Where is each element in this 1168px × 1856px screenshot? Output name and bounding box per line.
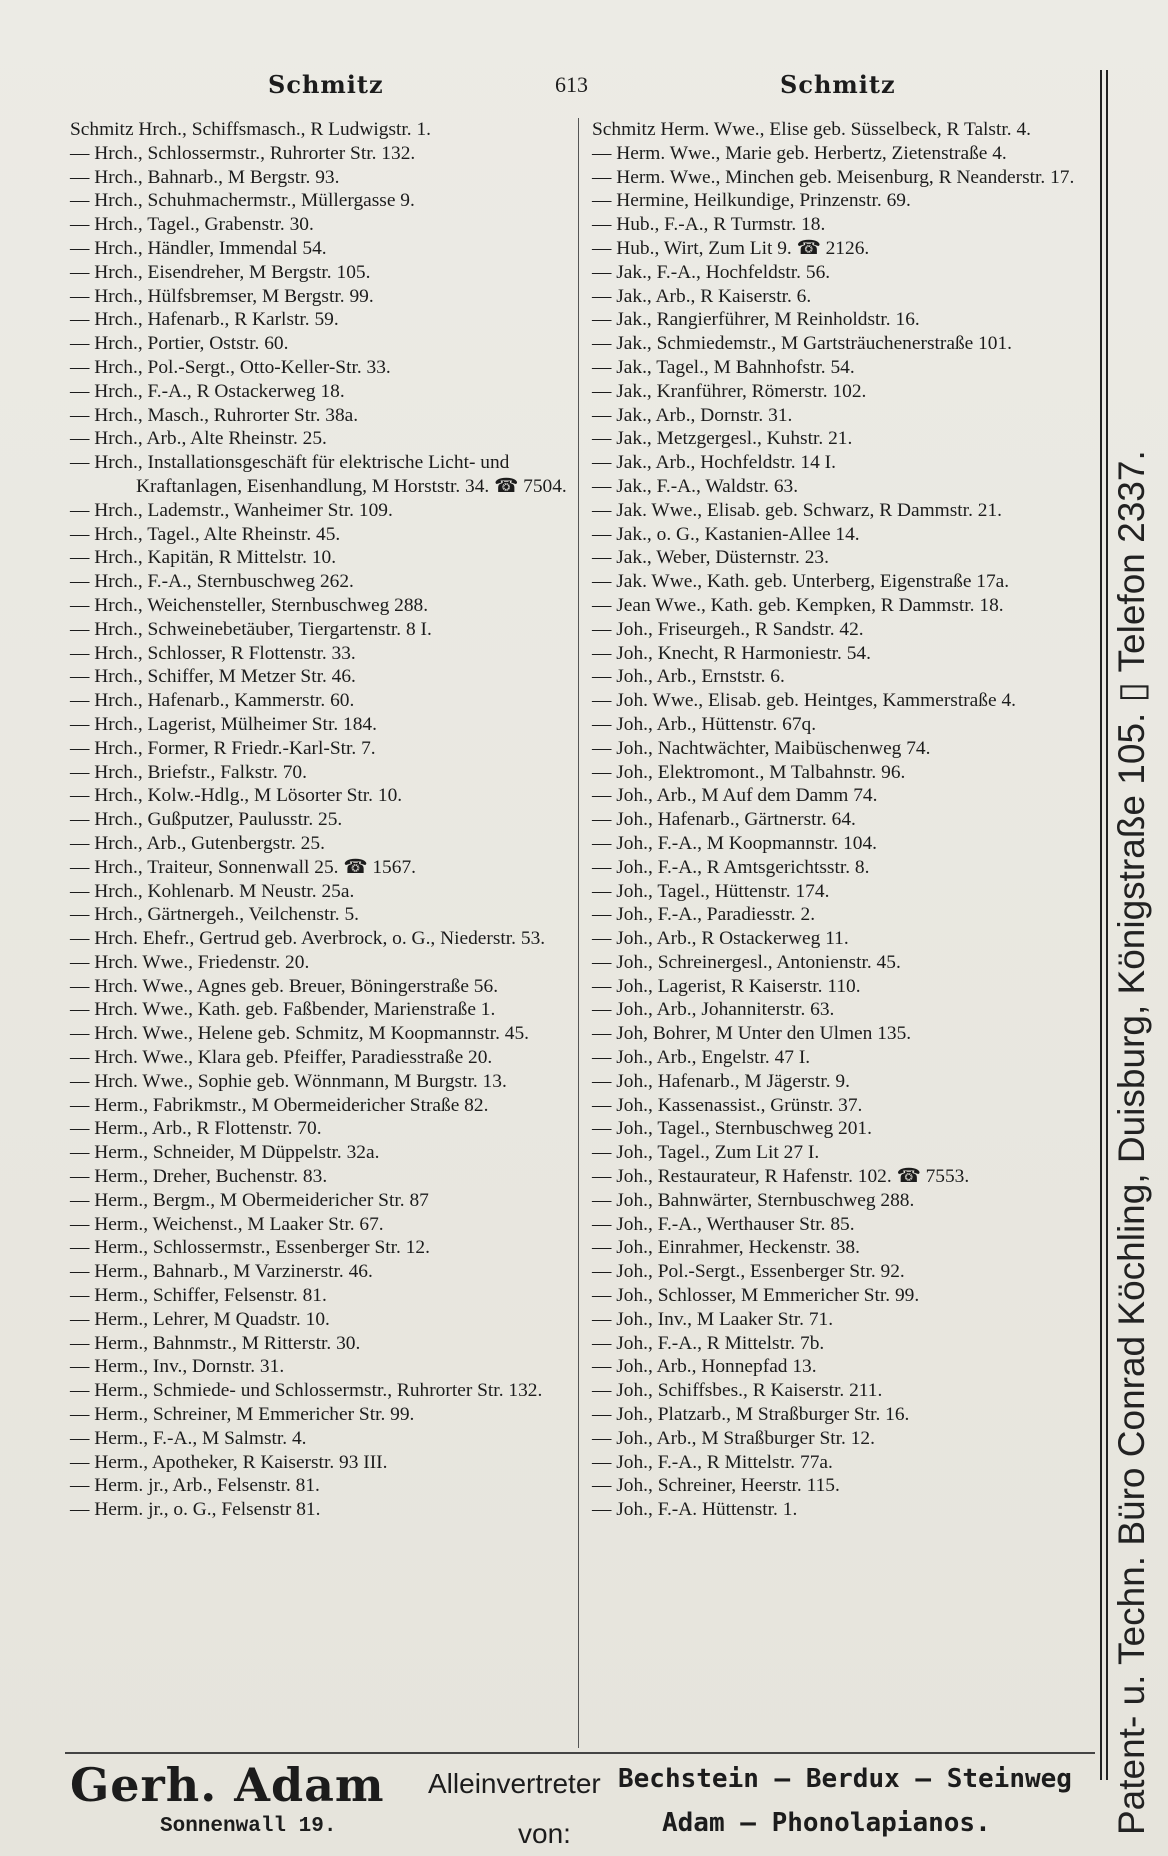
- directory-entry: — Joh., Arb., M Auf dem Damm 74.: [592, 785, 878, 807]
- directory-entry: — Jak., Schmiedemstr., M Gartsträuchenerstraße 101.: [592, 333, 1013, 355]
- footer-rule: [65, 1752, 1095, 1754]
- directory-entry: — Joh., Arb., Johanniterstr. 63.: [592, 999, 835, 1021]
- left-column: [70, 118, 570, 1753]
- directory-entry: — Hrch., Installationsgeschäft für elektrische Licht- und Kraftanlagen, Eisenhandlung, M Horststr. 34. ☎ 7504.: [70, 452, 567, 497]
- directory-entry: — Hrch., Tagel., Grabenstr. 30.: [70, 214, 314, 236]
- directory-entry: — Herm. Wwe., Marie geb. Herbertz, Zietenstraße 4.: [592, 142, 1007, 164]
- directory-entry: — Joh., Inv., M Laaker Str. 71.: [592, 1308, 834, 1330]
- directory-entry: — Joh., Einrahmer, Heckenstr. 38.: [592, 1237, 860, 1259]
- directory-entry: — Hrch., Eisendreher, M Bergstr. 105.: [70, 261, 371, 283]
- directory-entry: — Joh., Arb., R Ostackerweg 11.: [592, 928, 849, 950]
- directory-entry: — Jean Wwe., Kath. geb. Kempken, R Dammstr. 18.: [592, 594, 1004, 616]
- footer-brand: Gerh. Adam: [70, 1758, 385, 1812]
- directory-entry: — Joh., Hafenarb., M Jägerstr. 9.: [592, 1070, 850, 1092]
- directory-entry: — Joh., Kassenassist., Grünstr. 37.: [592, 1094, 863, 1116]
- directory-entry: — Hrch., Kohlenarb. M Neustr. 25a.: [70, 880, 355, 902]
- directory-entry: — Hrch., Masch., Ruhrorter Str. 38a.: [70, 404, 359, 426]
- directory-entry: — Hrch., Lagerist, Mülheimer Str. 184.: [70, 713, 377, 735]
- directory-entry: — Joh., Knecht, R Harmoniestr. 54.: [592, 642, 871, 664]
- directory-entry: — Hrch., Schlossermstr., Ruhrorter Str. 132.: [70, 142, 416, 164]
- directory-entry: — Herm., Schlossermstr., Essenberger Str. 12.: [70, 1237, 430, 1259]
- directory-entry: — Hrch., Hafenarb., Kammerstr. 60.: [70, 690, 355, 712]
- left-heading: Schmitz: [268, 70, 384, 99]
- directory-entry: — Hrch., Pol.-Sergt., Otto-Keller-Str. 33.: [70, 356, 391, 378]
- directory-entry: — Herm., Schiffer, Felsenstr. 81.: [70, 1285, 327, 1307]
- directory-entry: Schmitz Herm. Wwe., Elise geb. Süsselbeck, R Talstr. 4.: [592, 119, 1031, 140]
- directory-entry: — Joh., F.-A., Paradiesstr. 2.: [592, 904, 816, 926]
- directory-entry: — Herm., Lehrer, M Quadstr. 10.: [70, 1308, 330, 1330]
- directory-entry: — Joh., Arb., Ernststr. 6.: [592, 666, 785, 688]
- column-separator: [578, 118, 579, 1748]
- directory-entry: — Joh., Arb., Honnepfad 13.: [592, 1356, 817, 1378]
- directory-entry: — Jak., Weber, Düsternstr. 23.: [592, 547, 829, 569]
- directory-entry: — Jak., Arb., Hochfeldstr. 14 I.: [592, 452, 836, 474]
- directory-entry: — Joh., Arb., Hüttenstr. 67q.: [592, 713, 817, 735]
- directory-entry: — Jak., Rangierführer, M Reinholdstr. 16.: [592, 309, 920, 331]
- directory-entry: — Hrch., Portier, Oststr. 60.: [70, 333, 289, 355]
- footer-address: Sonnenwall 19.: [160, 1815, 337, 1838]
- side-rule-2: [1106, 70, 1108, 1780]
- directory-entry: — Herm. jr., o. G., Felsenstr 81.: [70, 1499, 321, 1521]
- side-advertisement: Patent- u. Techn. Büro Conrad Köchling, Duisburg, Königstraße 105. ▯ Telefon 2337.: [1111, 450, 1152, 1835]
- directory-entry: — Jak. Wwe., Kath. geb. Unterberg, Eigenstraße 17a.: [592, 571, 1010, 593]
- directory-entry: — Hrch., Kapitän, R Mittelstr. 10.: [70, 547, 337, 569]
- directory-entry: — Hrch., F.-A., R Ostackerweg 18.: [70, 380, 345, 402]
- directory-entry: — Joh., Arb., Engelstr. 47 I.: [592, 1047, 811, 1069]
- directory-entry: — Hrch., Kolw.-Hdlg., M Lösorter Str. 10.: [70, 785, 403, 807]
- directory-entry: Schmitz Hrch., Schiffsmasch., R Ludwigstr. 1.: [70, 119, 432, 140]
- directory-entry: — Joh., Schreiner, Heerstr. 115.: [592, 1475, 840, 1497]
- directory-entry: — Herm., Bergm., M Obermeidericher Str. 87: [70, 1189, 429, 1211]
- directory-entry: — Hrch., Schuhmachermstr., Müllergasse 9.: [70, 190, 415, 212]
- directory-entry: — Hrch., Händler, Immendal 54.: [70, 237, 327, 259]
- directory-entry: — Herm., Arb., R Flottenstr. 70.: [70, 1118, 322, 1140]
- directory-entry: — Joh., Lagerist, R Kaiserstr. 110.: [592, 975, 861, 997]
- directory-entry: — Hrch., Weichensteller, Sternbuschweg 288.: [70, 594, 429, 616]
- directory-entry: — Hrch., Gußputzer, Paulusstr. 25.: [70, 809, 343, 831]
- directory-entry: — Herm., Weichenst., M Laaker Str. 67.: [70, 1213, 384, 1235]
- directory-entry: — Hrch., Schweinebetäuber, Tiergartenstr. 8 I.: [70, 618, 432, 640]
- directory-entry: — Herm., Bahnarb., M Varzinerstr. 46.: [70, 1261, 373, 1283]
- directory-entry: — Herm., Apotheker, R Kaiserstr. 93 III.: [70, 1451, 388, 1473]
- directory-entry: — Hrch., Briefstr., Falkstr. 70.: [70, 761, 307, 783]
- directory-entry: — Joh., F.-A., R Mittelstr. 7b.: [592, 1332, 825, 1354]
- page-number: 613: [555, 72, 588, 97]
- directory-entry: — Jak. Wwe., Elisab. geb. Schwarz, R Dammstr. 21.: [592, 499, 1003, 521]
- directory-entry: — Hrch., Tagel., Alte Rheinstr. 45.: [70, 523, 341, 545]
- directory-entry: — Jak., F.-A., Hochfeldstr. 56.: [592, 261, 831, 283]
- directory-entry: — Hrch., Arb., Gutenbergstr. 25.: [70, 832, 325, 854]
- directory-entry: — Joh., Bahnwärter, Sternbuschweg 288.: [592, 1189, 915, 1211]
- directory-entry: — Hrch., Hülfsbremser, M Bergstr. 99.: [70, 285, 374, 307]
- directory-entry: — Joh, Bohrer, M Unter den Ulmen 135.: [592, 1023, 912, 1045]
- directory-entry: — Joh., F.-A., M Koopmannstr. 104.: [592, 832, 878, 854]
- directory-entry: — Herm., Fabrikmstr., M Obermeidericher Straße 82.: [70, 1094, 489, 1116]
- directory-entry: — Joh., F.-A. Hüttenstr. 1.: [592, 1499, 798, 1521]
- directory-entry: — Joh., Tagel., Zum Lit 27 I.: [592, 1142, 820, 1164]
- directory-entry: — Hrch., Traiteur, Sonnenwall 25. ☎ 1567.: [70, 856, 416, 878]
- directory-entry: — Joh. Wwe., Elisab. geb. Heintges, Kammerstraße 4.: [592, 690, 1016, 712]
- directory-entry: — Herm., Schmiede- und Schlossermstr., Ruhrorter Str. 132.: [70, 1380, 543, 1402]
- directory-entry: — Joh., F.-A., R Amtsgerichtsstr. 8.: [592, 856, 870, 878]
- directory-entry: — Joh., Platzarb., M Straßburger Str. 16.: [592, 1404, 910, 1426]
- directory-entry: — Hrch. Wwe., Agnes geb. Breuer, Böningerstraße 56.: [70, 975, 499, 997]
- directory-entry: — Hrch. Wwe., Sophie geb. Wönnmann, M Burgstr. 13.: [70, 1070, 507, 1092]
- directory-entry: — Joh., F.-A., Werthauser Str. 85.: [592, 1213, 855, 1235]
- directory-entry: — Herm., F.-A., M Salmstr. 4.: [70, 1427, 307, 1449]
- right-column: [592, 118, 1090, 1753]
- directory-entry: — Joh., Schlosser, M Emmericher Str. 99.: [592, 1285, 920, 1307]
- directory-entry: — Hrch. Wwe., Friedenstr. 20.: [70, 951, 310, 973]
- directory-entry: — Joh., Schiffsbes., R Kaiserstr. 211.: [592, 1380, 883, 1402]
- directory-entry: — Jak., Tagel., M Bahnhofstr. 54.: [592, 356, 855, 378]
- directory-entry: — Joh., Pol.-Sergt., Essenberger Str. 92.: [592, 1261, 905, 1283]
- directory-entry: — Hrch. Wwe., Klara geb. Pfeiffer, Paradiesstraße 20.: [70, 1047, 493, 1069]
- directory-entry: — Joh., Friseurgeh., R Sandstr. 42.: [592, 618, 864, 640]
- directory-entry: — Herm., Bahnmstr., M Ritterstr. 30.: [70, 1332, 361, 1354]
- directory-entry: — Hub., F.-A., R Turmstr. 18.: [592, 214, 826, 236]
- directory-entry: — Hub., Wirt, Zum Lit 9. ☎ 2126.: [592, 237, 870, 259]
- directory-entry: — Hrch., Schiffer, M Metzer Str. 46.: [70, 666, 356, 688]
- directory-entry: — Joh., Arb., M Straßburger Str. 12.: [592, 1427, 875, 1449]
- directory-entry: — Herm., Dreher, Buchenstr. 83.: [70, 1166, 328, 1188]
- directory-entry: — Herm. Wwe., Minchen geb. Meisenburg, R Neanderstr. 17.: [592, 166, 1075, 188]
- directory-entry: — Hrch. Wwe., Helene geb. Schmitz, M Koopmannstr. 45.: [70, 1023, 530, 1045]
- directory-entry: — Herm., Inv., Dornstr. 31.: [70, 1356, 285, 1378]
- directory-entry: — Jak., Arb., Dornstr. 31.: [592, 404, 793, 426]
- directory-entry: — Jak., o. G., Kastanien-Allee 14.: [592, 523, 860, 545]
- directory-entry: — Hrch., Schlosser, R Flottenstr. 33.: [70, 642, 356, 664]
- directory-entry: — Hrch., Hafenarb., R Karlstr. 59.: [70, 309, 339, 331]
- directory-entry: — Joh., Hafenarb., Gärtnerstr. 64.: [592, 809, 856, 831]
- right-heading: Schmitz: [780, 70, 896, 99]
- directory-entry: — Joh., Schreinergesl., Antonienstr. 45.: [592, 951, 901, 973]
- directory-entry: — Joh., Restaurateur, R Hafenstr. 102. ☎ 7553.: [592, 1166, 970, 1188]
- directory-entry: — Hrch. Ehefr., Gertrud geb. Averbrock, o. G., Niederstr. 53.: [70, 928, 546, 950]
- directory-entry: — Hrch., Lademstr., Wanheimer Str. 109.: [70, 499, 393, 521]
- directory-entry: — Hrch., F.-A., Sternbuschweg 262.: [70, 571, 354, 593]
- footer-of-label: von:: [518, 1818, 571, 1849]
- side-rule: [1100, 70, 1102, 1780]
- directory-entry: — Joh., Elektromont., M Talbahnstr. 96.: [592, 761, 906, 783]
- directory-entry: — Hrch., Bahnarb., M Bergstr. 93.: [70, 166, 340, 188]
- directory-entry: — Herm., Schneider, M Düppelstr. 32a.: [70, 1142, 380, 1164]
- directory-entry: — Herm. jr., Arb., Felsenstr. 81.: [70, 1475, 320, 1497]
- directory-entry: — Hrch., Arb., Alte Rheinstr. 25.: [70, 428, 327, 450]
- directory-entry: — Joh., Tagel., Hüttenstr. 174.: [592, 880, 830, 902]
- directory-entry: — Jak., Metzgergesl., Kuhstr. 21.: [592, 428, 853, 450]
- directory-entry: — Jak., F.-A., Waldstr. 63.: [592, 475, 799, 497]
- directory-entry: — Hrch., Former, R Friedr.-Karl-Str. 7.: [70, 737, 376, 759]
- directory-entry: — Joh., F.-A., R Mittelstr. 77a.: [592, 1451, 833, 1473]
- directory-entry: — Jak., Arb., R Kaiserstr. 6.: [592, 285, 812, 307]
- footer-representative-label: Alleinvertreter: [428, 1768, 601, 1799]
- directory-entry: — Jak., Kranführer, Römerstr. 102.: [592, 380, 867, 402]
- directory-entry: — Herm., Schreiner, M Emmericher Str. 99.: [70, 1404, 415, 1426]
- footer-brands-line-2: Adam – Phonolapianos.: [662, 1808, 991, 1838]
- directory-entry: — Joh., Nachtwächter, Maibüschenweg 74.: [592, 737, 931, 759]
- directory-entry: — Hrch. Wwe., Kath. geb. Faßbender, Marienstraße 1.: [70, 999, 496, 1021]
- directory-entry: — Hrch., Gärtnergeh., Veilchenstr. 5.: [70, 904, 359, 926]
- directory-entry: — Hermine, Heilkundige, Prinzenstr. 69.: [592, 190, 911, 212]
- footer-brands-line-1: Bechstein – Berdux – Steinweg: [618, 1764, 1072, 1794]
- directory-entry: — Joh., Tagel., Sternbuschweg 201.: [592, 1118, 872, 1140]
